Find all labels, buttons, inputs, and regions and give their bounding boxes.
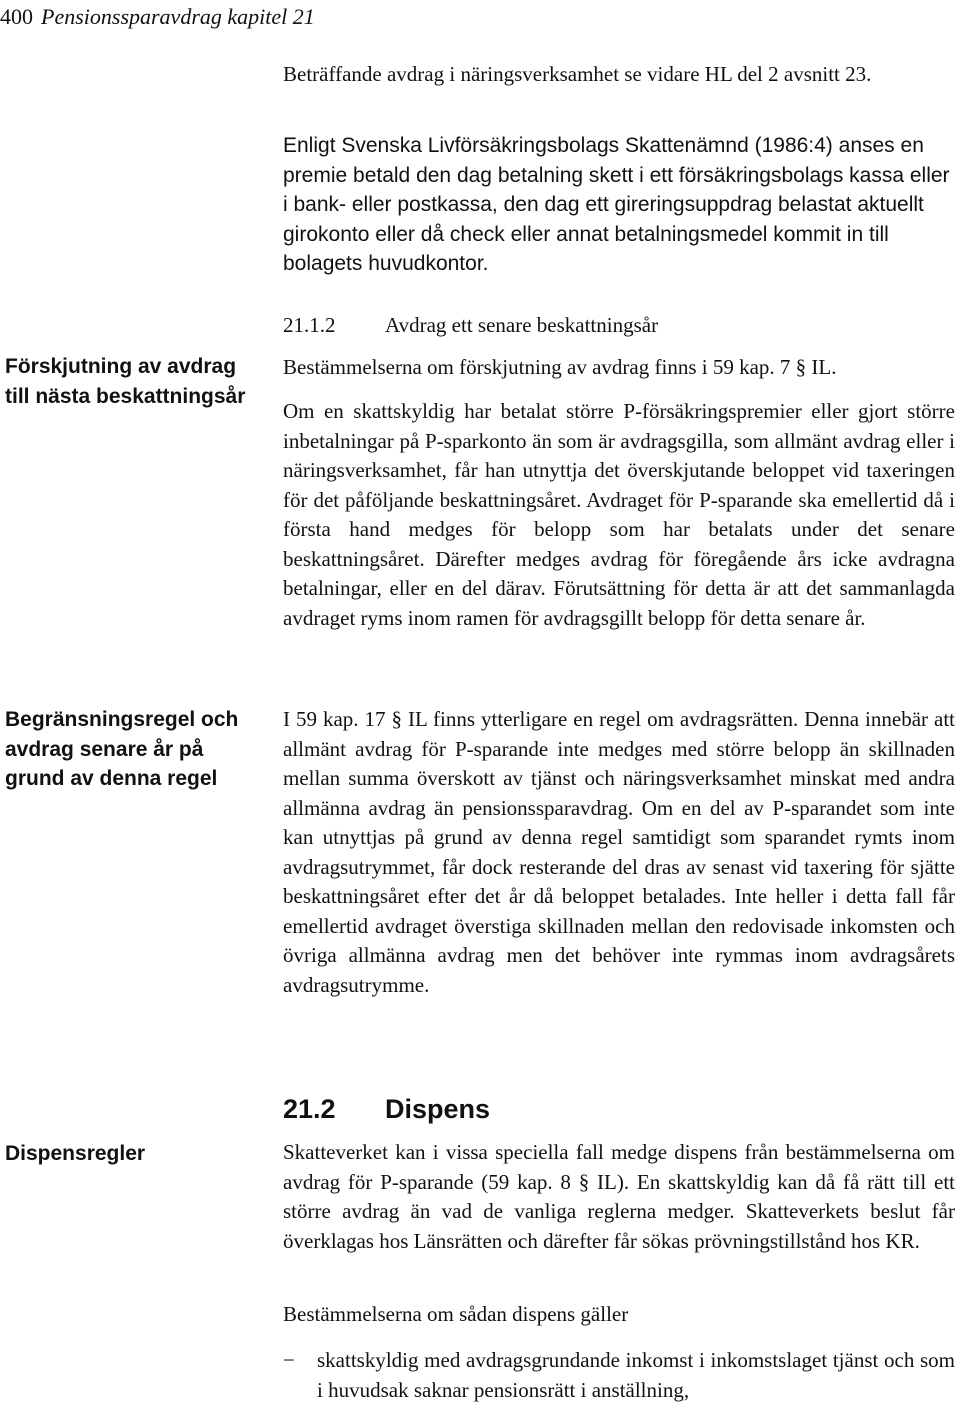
- page-number: 400: [0, 4, 33, 29]
- section-heading: [283, 1092, 955, 1126]
- paragraph-business-deductions: Beträffande avdrag i näringsverksamhet se vidare HL del 2 avsnitt 23.: [283, 62, 872, 86]
- list-dash: −: [283, 1348, 295, 1372]
- section-number: 21.2: [283, 1094, 336, 1124]
- subsection-heading: [283, 311, 955, 341]
- paragraph-deferral-rules: Bestämmelserna om förskjutning av avdrag finns i 59 kap. 7 § IL.: [283, 355, 837, 379]
- list-item: [283, 1346, 955, 1405]
- paragraph-limitation-rule: I 59 kap. 17 § IL finns ytterligare en regel om avdragsrätten. Denna innebär att allmänt avdrag för P-sparande inte medges med större belopp än skillnaden mellan summa överskott av tjänst och näringsverksamhet minskat med andra allmänna avdrag än pensionssparavdrag. Om en del av P-sparandet som inte kan utnyttjas på grund av denna regel samtidigt som sparandet rymts inom avdragsutrymmet, får dock resterande del dras av senast vid taxering för sjätte beskattningsåret efter det år då beloppet betalades. Inte heller i detta fall får emellertid avdraget överstiga skillnaden mellan den redovisade inkomsten och övriga allmänna avdrag men det behöver inte rymmas inom avdragsårets avdragsutrymme.: [283, 707, 955, 997]
- running-header: [0, 4, 315, 30]
- paragraph-dispensation: Skatteverket kan i vissa speciella fall medge dispens från bestämmelserna om avdrag för P-sparande (59 kap. 8 § IL). En skattskyldig kan då få rätt till ett större avdrag än vad de vanliga reglerna medger. Skatteverkets beslut får överklagas hos Länsrätten och därefter får sökas prövningstillstånd hos KR.: [283, 1140, 955, 1253]
- section-title: Dispens: [385, 1094, 491, 1124]
- subsection-title: Avdrag ett senare beskattningsår: [385, 313, 659, 337]
- subsection-number: 21.1.2: [283, 313, 336, 337]
- list-item-text: skattskyldig med avdragsgrundande inkomst i inkomstslaget tjänst och som i huvudsak saknar pensionsrätt i anställning,: [317, 1348, 955, 1402]
- margin-note-deferral: Förskjutning av avdrag till nästa beskattningsår: [5, 355, 246, 408]
- margin-note-dispensation: Dispensregler: [5, 1142, 146, 1165]
- paragraph-premium-payment-date: Enligt Svenska Livförsäkringsbolags Skattenämnd (1986:4) anses en premie betald den dag betalning skett i ett försäkringsbolags kassa eller i bank- eller postkassa, den dag ett gireringsuppdrag belastat aktuellt girokonto eller då check eller annat betalningsmedel kommit in till bolagets huvudkontor.: [283, 134, 950, 275]
- margin-note-limitation-rule: Begränsningsregel och avdrag senare år på grund av denna regel: [5, 708, 239, 790]
- paragraph-dispensation-applies: Bestämmelserna om sådan dispens gäller: [283, 1302, 629, 1326]
- paragraph-excess-payments: Om en skattskyldig har betalat större P-försäkringspremier eller gjort större inbetalningar på P-sparkonto än som är avdragsgilla, som allmänt avdrag eller i näringsverksamhet, får han utnyttja det överskjutande beloppet vid taxeringen för det påföljande beskattningsåret. Avdraget för P-sparande ska emellertid då i första hand medges för belopp som har betalats under det senare beskattningsåret. Därefter medges avdrag för föregående års icke avdragna betalningar, eller en del därav. Förutsättning för detta är att det sammanlagda avdraget ryms inom ramen för avdragsgillt belopp för detta senare år.: [283, 399, 955, 630]
- running-title: Pensionssparavdrag kapitel 21: [41, 4, 315, 29]
